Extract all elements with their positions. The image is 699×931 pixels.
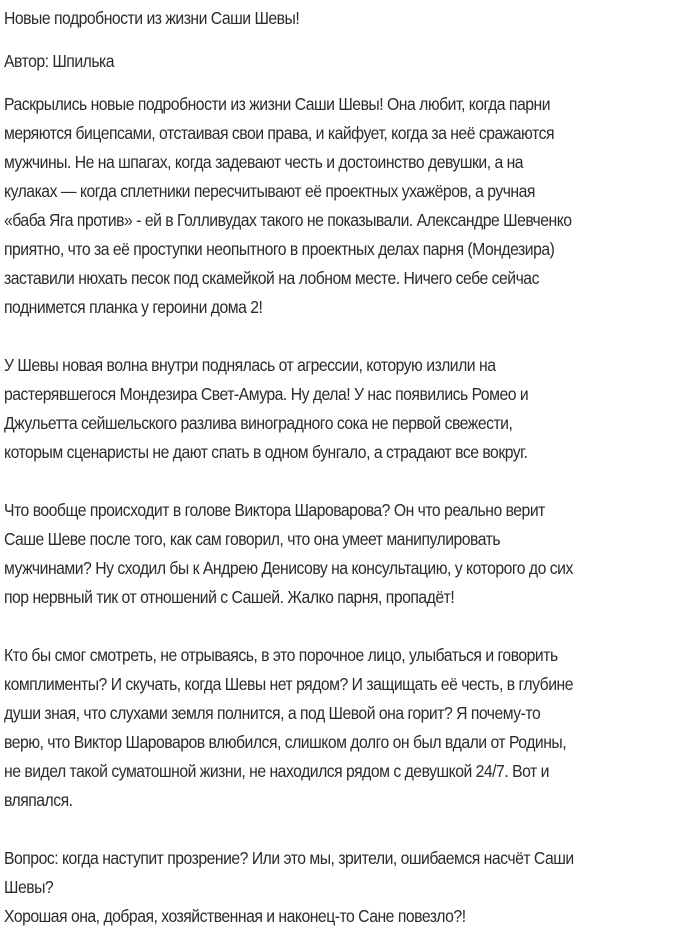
paragraph-line: заставили нюхать песок под скамейкой на лобном месте. Ничего себе сейчас bbox=[4, 268, 539, 288]
paragraph-line: Саше Шеве после того, как сам говорил, что она умеет манипулировать bbox=[4, 529, 501, 549]
spacer bbox=[4, 322, 699, 351]
paragraph-line: растерявшегося Мондезира Свет-Амура. Ну дела! У нас появились Ромео и bbox=[4, 384, 529, 404]
paragraph-3 bbox=[4, 496, 699, 612]
paragraph-line: Кто бы смог смотреть, не отрываясь, в это порочное лицо, улыбаться и говорить bbox=[4, 645, 558, 665]
article-title: Новые подробности из жизни Саши Шевы! bbox=[4, 8, 300, 28]
paragraph-4 bbox=[4, 641, 699, 815]
paragraph-line: мужчины. Не на шпагах, когда задевают честь и достоинство девушки, а на bbox=[4, 152, 524, 172]
paragraph-2 bbox=[4, 351, 699, 467]
paragraph-line: «баба Яга против» - ей в Голливудах такого не показывали. Александре Шевченко bbox=[4, 210, 572, 230]
spacer bbox=[4, 467, 699, 496]
paragraph-line: не видел такой суматошной жизни, не находился рядом с девушкой 24/7. Вот и bbox=[4, 761, 549, 781]
paragraph-line: меряются бицепсами, отстаивая свои права, и кайфует, когда за неё сражаются bbox=[4, 123, 554, 143]
article-author: Автор: Шпилька bbox=[4, 51, 115, 71]
paragraph-line: пор нервный тик от отношений с Сашей. Жалко парня, пропадёт! bbox=[4, 587, 455, 607]
paragraph-line: Что вообще происходит в голове Виктора Шароварова? Он что реально верит bbox=[4, 500, 545, 520]
spacer bbox=[4, 612, 699, 641]
paragraph-line: Вопрос: когда наступит прозрение? Или это мы, зрители, ошибаемся насчёт Саши bbox=[4, 848, 574, 868]
paragraph-line: Шевы? bbox=[4, 877, 54, 897]
paragraph-line: Хорошая она, добрая, хозяйственная и наконец-то Сане повезло?! bbox=[4, 906, 466, 926]
paragraph-line: верю, что Виктор Шароваров влюбился, слишком долго он был вдали от Родины, bbox=[4, 732, 567, 752]
paragraph-line: кулаках — когда сплетники пересчитывают её проектных ухажёров, а ручная bbox=[4, 181, 535, 201]
paragraph-1 bbox=[4, 90, 699, 322]
spacer bbox=[4, 815, 699, 844]
paragraph-5 bbox=[4, 844, 699, 931]
paragraph-line: Джульетта сейшельского разлива виноградного сока не первой свежести, bbox=[4, 413, 513, 433]
paragraph-line: приятно, что за её проступки неопытного в проектных делах парня (Мондезира) bbox=[4, 239, 555, 259]
spacer bbox=[4, 76, 699, 90]
paragraph-line: души зная, что слухами земля полнится, а под Шевой она горит? Я почему-то bbox=[4, 703, 541, 723]
paragraph-line: вляпался. bbox=[4, 790, 73, 810]
paragraph-line: которым сценаристы не дают спать в одном бунгало, а страдают все вокруг. bbox=[4, 442, 528, 462]
paragraph-line: Раскрылись новые подробности из жизни Саши Шевы! Она любит, когда парни bbox=[4, 94, 551, 114]
paragraph-line: У Шевы новая волна внутри поднялась от агрессии, которую излили на bbox=[4, 355, 496, 375]
spacer bbox=[4, 33, 699, 47]
paragraph-line: мужчинами? Ну сходил бы к Андрею Денисову на консультацию, у которого до сих bbox=[4, 558, 573, 578]
paragraph-line: поднимется планка у героини дома 2! bbox=[4, 297, 263, 317]
paragraph-line: комплименты? И скучать, когда Шевы нет рядом? И защищать её честь, в глубине bbox=[4, 674, 573, 694]
